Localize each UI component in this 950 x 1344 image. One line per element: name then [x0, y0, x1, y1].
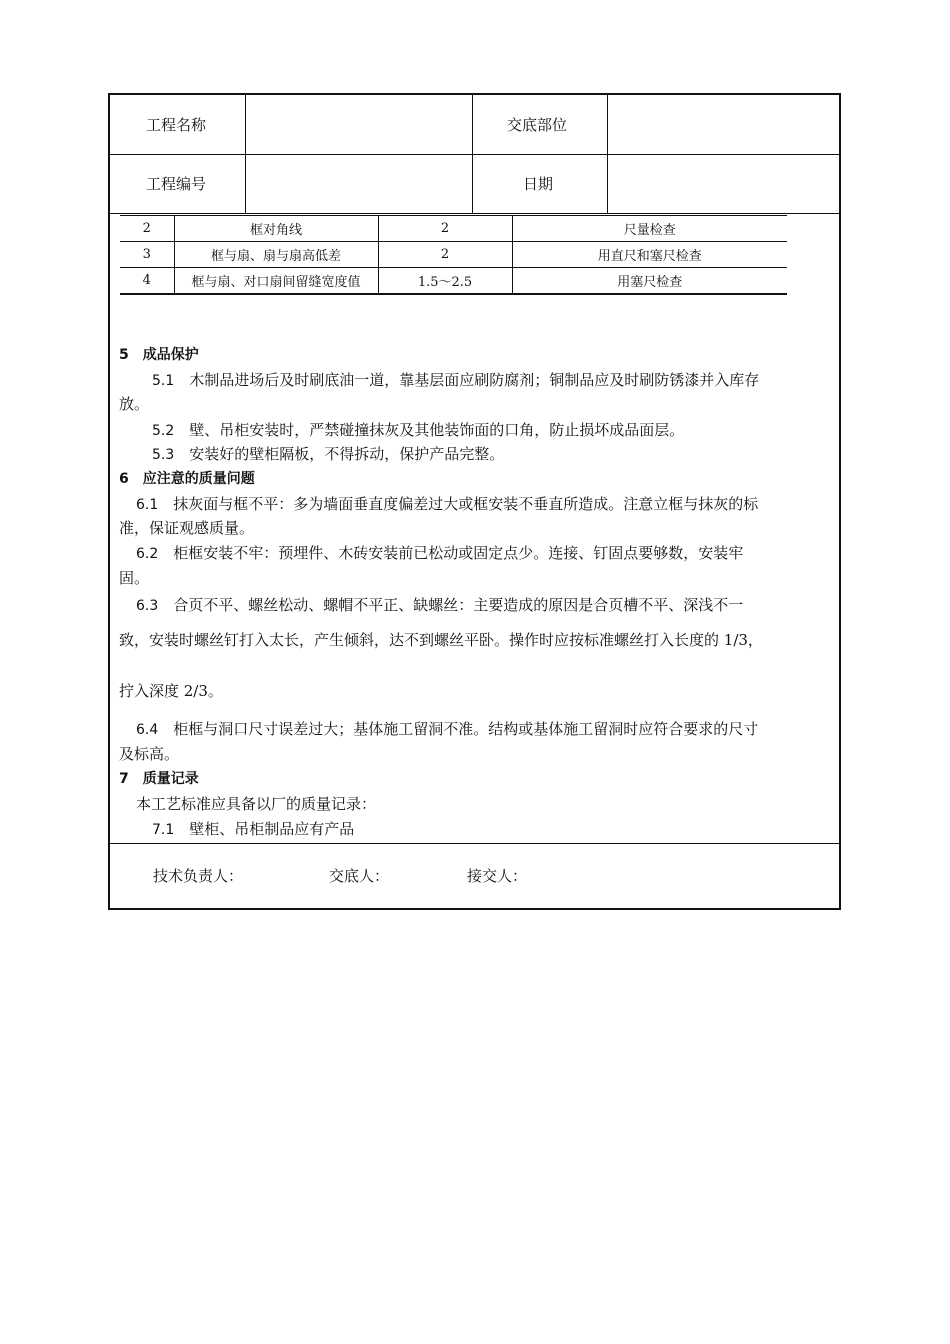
clause-number: 6.2 — [136, 546, 159, 562]
paragraph-6-4 — [136, 717, 758, 742]
clause-text: 柜框安装不牢：预埋件、木砖安装前已松动或固定点少。连接、钉固点要够数，安装牢 — [173, 544, 744, 562]
table-row — [120, 242, 787, 268]
paragraph-5-3 — [152, 442, 504, 467]
paragraph-5-2 — [152, 418, 684, 443]
section-6-title: 6 应注意的质量问题 — [119, 471, 255, 487]
paragraph-6-1-cont: 准，保证观感质量。 — [119, 519, 255, 537]
header-divider — [472, 95, 473, 213]
clause-number: 6.3 — [136, 598, 159, 614]
paragraph-5-1 — [152, 368, 759, 393]
clause-text: 合页不平、螺丝松动、螺帽不平正、缺螺丝：主要造成的原因是合页槽不平、深浅不一 — [173, 596, 744, 614]
paragraph-5-1-cont: 放。 — [119, 395, 150, 413]
row-tolerance: 2 — [378, 242, 512, 268]
paragraph-7-1 — [152, 817, 354, 842]
disclosure-form — [108, 93, 841, 910]
inspection-table — [120, 215, 787, 295]
row-method: 尺量检查 — [512, 216, 787, 242]
table-row — [120, 268, 787, 295]
clause-text: 安装好的壁柜隔板，不得拆动，保护产品完整。 — [189, 445, 505, 463]
row-item: 框与扇、对口扇间留缝宽度值 — [174, 268, 378, 295]
presenter-label: 交底人： — [329, 867, 390, 885]
clause-number: 5.1 — [152, 373, 175, 389]
table-row — [120, 216, 787, 242]
row-method: 用直尺和塞尺检查 — [512, 242, 787, 268]
row-number: 2 — [120, 216, 174, 242]
section-7-title: 7 质量记录 — [119, 771, 199, 787]
clause-text: 木制品进场后及时刷底油一道，靠基层面应刷防腐剂；铜制品应及时刷防锈漆并入库存 — [189, 371, 760, 389]
footer-divider — [110, 843, 839, 844]
project-name-label: 工程名称 — [146, 116, 207, 134]
clause-text: 柜框与洞口尺寸误差过大；基体施工留洞不准。结构或基体施工留洞时应符合要求的尺寸 — [173, 720, 759, 738]
row-number: 3 — [120, 242, 174, 268]
header-row-1 — [110, 95, 839, 155]
clause-number: 7.1 — [152, 822, 175, 838]
clause-number: 5.3 — [152, 447, 175, 463]
paragraph-6-1 — [136, 492, 758, 517]
receiver-label: 接交人： — [467, 867, 528, 885]
row-number: 4 — [120, 268, 174, 295]
clause-number: 6.1 — [136, 497, 159, 513]
paragraph-6-3-cont: 致，安装时螺丝钉打入太长，产生倾斜，达不到螺丝平卧。操作时应按标准螺丝打入长度的 1/3， — [119, 631, 763, 649]
section-5-title: 5 成品保护 — [119, 347, 199, 363]
paragraph-6-3 — [136, 593, 743, 618]
date-label: 日期 — [523, 175, 554, 193]
header-divider — [607, 95, 608, 213]
header-divider — [245, 95, 246, 213]
paragraph-6-2-cont: 固。 — [119, 569, 150, 587]
clause-number: 5.2 — [152, 423, 175, 439]
row-item: 框对角线 — [174, 216, 378, 242]
row-tolerance: 2 — [378, 216, 512, 242]
clause-text: 壁柜、吊柜制品应有产品 — [189, 820, 355, 838]
row-tolerance: 1.5～2.5 — [378, 268, 512, 295]
location-label: 交底部位 — [507, 116, 568, 134]
clause-text: 壁、吊柜安装时，严禁碰撞抹灰及其他装饰面的口角，防止损坏成品面层。 — [189, 421, 685, 439]
row-item: 框与扇、扇与扇高低差 — [174, 242, 378, 268]
paragraph-6-3-cont2: 拧入深度 2/3。 — [119, 682, 223, 700]
tech-lead-label: 技术负责人： — [153, 867, 244, 885]
paragraph-7-intro: 本工艺标准应具备以厂的质量记录： — [136, 795, 377, 813]
paragraph-6-2 — [136, 541, 743, 566]
clause-number: 6.4 — [136, 722, 159, 738]
header-row-2 — [110, 154, 839, 214]
row-method: 用塞尺检查 — [512, 268, 787, 295]
clause-text: 抹灰面与框不平：多为墙面垂直度偏差过大或框安装不垂直所造成。注意立框与抹灰的标 — [173, 495, 759, 513]
project-no-label: 工程编号 — [146, 175, 207, 193]
paragraph-6-4-cont: 及标高。 — [119, 745, 180, 763]
